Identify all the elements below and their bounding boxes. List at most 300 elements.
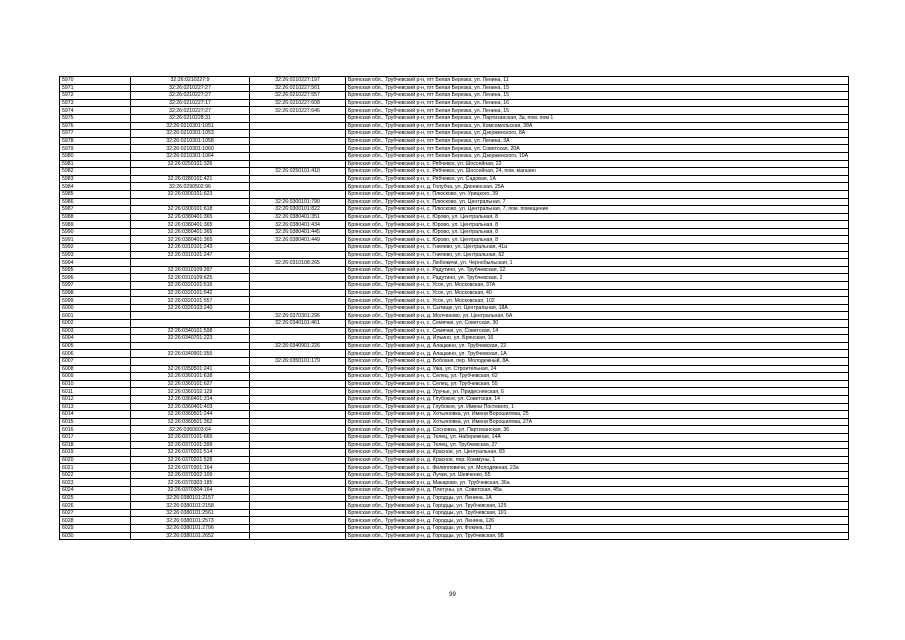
land-cadastral-cell: 32:26:0340101:598 [131,327,250,335]
building-cadastral-cell [250,122,346,130]
building-cadastral-cell: 32:26:0340101:461 [250,320,346,328]
building-cadastral-cell [250,175,346,183]
land-cadastral-cell: 32:26:0320101:542 [131,289,250,297]
building-cadastral-cell [250,327,346,335]
table-row [60,183,849,191]
land-cadastral-cell: 32:26:0380101:2652 [131,532,250,540]
land-cadastral-cell: 32:26:0380101:2573 [131,517,250,525]
building-cadastral-cell [250,190,346,198]
row-number-cell: 6002 [60,320,131,328]
address-cell: Брянская обл., Трубчевский р-н, с. Любожичи, ул. Чернобыльская, 1 [346,259,849,267]
address-cell: Брянская обл., Трубчевский р-н, пгт Белая Березка, ул. Ленина, 15 [346,107,849,115]
building-cadastral-cell [250,388,346,396]
building-cadastral-cell [250,532,346,540]
building-cadastral-cell [250,494,346,502]
land-cadastral-cell: 32:26:0380401:365 [131,221,250,229]
address-cell: Брянская обл., Трубчевский р-н, д. Городцы, ул. Ленина, 126 [346,517,849,525]
building-cadastral-cell [250,403,346,411]
building-cadastral-cell [250,183,346,191]
registry-table [59,76,849,540]
land-cadastral-cell: 32:26:0360101:627 [131,380,250,388]
table-row [60,84,849,92]
building-cadastral-cell [250,160,346,168]
table-row [60,479,849,487]
row-number-cell: 5994 [60,259,131,267]
table-row [60,122,849,130]
row-number-cell: 6023 [60,479,131,487]
row-number-cell: 5981 [60,160,131,168]
table-row [60,471,849,479]
address-cell: Брянская обл., Трубчевский р-н, с. Гнилево, ул. Центральная, 41а [346,244,849,252]
address-cell: Брянская обл., Трубчевский р-н, д. Молчаново, ул. Центральная, 6А [346,312,849,320]
land-cadastral-cell: 32:26:0360401:314 [131,395,250,403]
land-cadastral-cell: 32:26:0380101:2706 [131,525,250,533]
table-row [60,350,849,358]
land-cadastral-cell: 32:26:0210301:1051 [131,122,250,130]
table-row [60,77,849,85]
table-row [60,418,849,426]
building-cadastral-cell: 32:26:0210227:557 [250,92,346,100]
table-row [60,388,849,396]
land-cadastral-cell: 32:26:0310109:625 [131,274,250,282]
land-cadastral-cell: 32:26:0380101:2157 [131,494,250,502]
land-cadastral-cell: 32:26:0210228:31 [131,114,250,122]
building-cadastral-cell: 32:26:0300101:822 [250,206,346,214]
row-number-cell: 5978 [60,137,131,145]
row-number-cell: 6014 [60,411,131,419]
row-number-cell: 5982 [60,168,131,176]
table-row [60,441,849,449]
land-cadastral-cell: 32:26:0210227:27 [131,107,250,115]
address-cell: Брянская обл., Трубчевский р-н, д. Городцы, ул. Ленина, 1А [346,494,849,502]
land-cadastral-cell: 32:26:0290502:96 [131,183,250,191]
address-cell: Брянская обл., Трубчевский р-н, д. Макарово, ул. Трубчевская, 36а [346,479,849,487]
address-cell: Брянская обл., Трубчевский р-н, пгт Белая Березка, ул. Дзержинского, 10А [346,152,849,160]
building-cadastral-cell: 32:26:0380401:434 [250,221,346,229]
land-cadastral-cell: 32:26:0320103:240 [131,304,250,312]
land-cadastral-cell [131,357,250,365]
building-cadastral-cell [250,471,346,479]
land-cadastral-cell: 32:26:0380101:2158 [131,502,250,510]
land-cadastral-cell: 32:26:0210227:27 [131,84,250,92]
table-row [60,449,849,457]
building-cadastral-cell [250,456,346,464]
address-cell: Брянская обл., Трубчевский р-н, пгт Белая Березка, ул. Партизанская, 3а, пом. пом 1 [346,114,849,122]
address-cell: Брянская обл., Трубчевский р-н, пгт Белая Березка, ул. Дзержинского, 8А [346,130,849,138]
address-cell: Брянская обл., Трубчевский р-н, пгт Белая Березка, ул. Ленина, 11 [346,77,849,85]
row-number-cell: 5993 [60,251,131,259]
address-cell: Брянская обл., Трубчевский р-н, с. Юрово, ул. Центральная, 8 [346,221,849,229]
table-row [60,532,849,540]
building-cadastral-cell [250,274,346,282]
row-number-cell: 6004 [60,335,131,343]
land-cadastral-cell: 32:26:0210227:9 [131,77,250,85]
table-row [60,494,849,502]
building-cadastral-cell [250,373,346,381]
building-cadastral-cell [250,145,346,153]
land-cadastral-cell: 32:26:0370301:164 [131,464,250,472]
land-cadastral-cell: 32:26:0320101:557 [131,297,250,305]
land-cadastral-cell: 32:26:0370101:665 [131,433,250,441]
land-cadastral-cell: 32:26:0210301:1058 [131,137,250,145]
land-cadastral-cell: 32:26:0210301:1053 [131,130,250,138]
address-cell: Брянская обл., Трубчевский р-н, с. Юрово, ул. Центральная, 8 [346,228,849,236]
row-number-cell: 6012 [60,395,131,403]
row-number-cell: 5980 [60,152,131,160]
address-cell: Брянская обл., Трубчевский р-н, д. Хотьяновка, ул. Имени Ворошилова, 25 [346,411,849,419]
page-number: 99 [449,592,456,598]
address-cell: Брянская обл., Трубчевский р-н, д. Сосновка, ул. Партизанская, 36 [346,426,849,434]
row-number-cell: 5977 [60,130,131,138]
table-row [60,342,849,350]
table-row [60,236,849,244]
row-number-cell: 6010 [60,380,131,388]
address-cell: Брянская обл., Трубчевский р-н, с. Юрово, ул. Центральная, 8 [346,213,849,221]
address-cell: Брянская обл., Трубчевский р-н, д. Ужа, ул. Строительная, 24 [346,365,849,373]
building-cadastral-cell: 32:26:0380401:449 [250,236,346,244]
building-cadastral-cell: 32:26:0350101:179 [250,357,346,365]
table-row [60,327,849,335]
table-row [60,320,849,328]
building-cadastral-cell [250,335,346,343]
address-cell: Брянская обл., Трубчевский р-н, д. Лучки, ул. Шевченко, 55 [346,471,849,479]
table-row [60,456,849,464]
land-cadastral-cell: 32:26:0370303:185 [131,479,250,487]
row-number-cell: 6022 [60,471,131,479]
row-number-cell: 6027 [60,509,131,517]
table-row [60,168,849,176]
row-number-cell: 5999 [60,297,131,305]
building-cadastral-cell [250,395,346,403]
table-row [60,411,849,419]
land-cadastral-cell: 32:26:0380401:365 [131,213,250,221]
row-number-cell: 5975 [60,114,131,122]
building-cadastral-cell: 32:26:0250101:410 [250,168,346,176]
row-number-cell: 5976 [60,122,131,130]
address-cell: Брянская обл., Трубчевский р-н, д. Уручье, ул. Придеснянская, 6 [346,388,849,396]
building-cadastral-cell [250,464,346,472]
address-cell: Брянская обл., Трубчевский р-н, с. Плюсково, ул. Центральная, 7 [346,198,849,206]
row-number-cell: 6000 [60,304,131,312]
table-row [60,198,849,206]
row-number-cell: 5970 [60,77,131,85]
registry-table-body [60,77,849,540]
land-cadastral-cell: 32:26:0360101:638 [131,373,250,381]
row-number-cell: 5979 [60,145,131,153]
row-number-cell: 6001 [60,312,131,320]
table-row [60,487,849,495]
building-cadastral-cell [250,297,346,305]
land-cadastral-cell: 32:26:0340901:355 [131,350,250,358]
land-cadastral-cell: 32:26:0350501:241 [131,365,250,373]
row-number-cell: 5989 [60,221,131,229]
table-row [60,145,849,153]
address-cell: Брянская обл., Трубчевский р-н, д. Алацкино, ул. Трубчевская, 1А [346,350,849,358]
land-cadastral-cell: 32:26:0380101:2561 [131,509,250,517]
land-cadastral-cell: 32:26:0320101:516 [131,282,250,290]
table-row [60,517,849,525]
table-row [60,395,849,403]
address-cell: Брянская обл., Трубчевский р-н, с. Рябчевск, ул. Шоссейная, 22 [346,160,849,168]
table-row [60,114,849,122]
table-row [60,365,849,373]
table-row [60,380,849,388]
land-cadastral-cell: 32:26:0310109:397 [131,266,250,274]
row-number-cell: 5997 [60,282,131,290]
building-cadastral-cell: 32:26:0380401:351 [250,213,346,221]
row-number-cell: 5991 [60,236,131,244]
land-cadastral-cell [131,312,250,320]
address-cell: Брянская обл., Трубчевский р-н, с. Радутино, ул. Трубчевская, 2 [346,274,849,282]
row-number-cell: 6007 [60,357,131,365]
table-row [60,190,849,198]
address-cell: Брянская обл., Трубчевский р-н, с. Усох, ул. Московская, 37А [346,282,849,290]
land-cadastral-cell: 32:26:0250101:326 [131,160,250,168]
address-cell: Брянская обл., Трубчевский р-н, д. Бобовня, пер. Молодежный, 8А [346,357,849,365]
address-cell: Брянская обл., Трубчевский р-н, с. Семячки, ул. Советская, 14 [346,327,849,335]
land-cadastral-cell: 32:26:0370201:514 [131,449,250,457]
table-row [60,99,849,107]
table-row [60,464,849,472]
row-number-cell: 6021 [60,464,131,472]
land-cadastral-cell [131,342,250,350]
building-cadastral-cell [250,418,346,426]
land-cadastral-cell: 32:26:0210227:27 [131,92,250,100]
address-cell: Брянская обл., Трубчевский р-н, с. Семячки, ул. Советская, 30 [346,320,849,328]
address-cell: Брянская обл., Трубчевский р-н, д. Городцы, ул. Трубчевская, 125 [346,502,849,510]
building-cadastral-cell: 32:26:0300101:790 [250,198,346,206]
table-row [60,282,849,290]
table-row [60,130,849,138]
address-cell: Брянская обл., Трубчевский р-н, д. Красное, пер. Коммуны, 1 [346,456,849,464]
building-cadastral-cell [250,433,346,441]
building-cadastral-cell: 32:26:0210227:646 [250,107,346,115]
building-cadastral-cell [250,517,346,525]
row-number-cell: 6003 [60,327,131,335]
address-cell: Брянская обл., Трубчевский р-н, пгт Белая Березка, ул. Советская, 20А [346,145,849,153]
table-row [60,312,849,320]
address-cell: Брянская обл., Трубчевский р-н, с. Юрово, ул. Центральная, 8 [346,236,849,244]
row-number-cell: 5992 [60,244,131,252]
building-cadastral-cell [250,289,346,297]
row-number-cell: 5973 [60,99,131,107]
building-cadastral-cell: 32:26:0210227:608 [250,99,346,107]
address-cell: Брянская обл., Трубчевский р-н, с. Селец, ул. Трубчевская, 62 [346,373,849,381]
table-row [60,266,849,274]
table-row [60,251,849,259]
land-cadastral-cell: 32:26:0310101:243 [131,244,250,252]
address-cell: Брянская обл., Трубчевский р-н, с. Плюсково, ул. Урицкого, 39 [346,190,849,198]
land-cadastral-cell: 32:26:0370101:399 [131,441,250,449]
table-row [60,297,849,305]
row-number-cell: 6020 [60,456,131,464]
land-cadastral-cell: 32:26:0370201:528 [131,456,250,464]
land-cadastral-cell: 32:26:0380401:365 [131,236,250,244]
row-number-cell: 5971 [60,84,131,92]
address-cell: Брянская обл., Трубчевский р-н, с. Плюсково, ул. Центральная, 7, пом. помещение [346,206,849,214]
building-cadastral-cell [250,365,346,373]
address-cell: Брянская обл., Трубчевский р-н, д. Телец, ул. Трубчевская, 27 [346,441,849,449]
row-number-cell: 5983 [60,175,131,183]
building-cadastral-cell: 32:26:0210227:197 [250,77,346,85]
address-cell: Брянская обл., Трубчевский р-н, д. Голубча, ул. Дионинская, 25А [346,183,849,191]
land-cadastral-cell: 32:26:0210227:17 [131,99,250,107]
row-number-cell: 5972 [60,92,131,100]
table-row [60,92,849,100]
row-number-cell: 6028 [60,517,131,525]
building-cadastral-cell [250,114,346,122]
building-cadastral-cell [250,152,346,160]
row-number-cell: 5974 [60,107,131,115]
row-number-cell: 6026 [60,502,131,510]
address-cell: Брянская обл., Трубчевский р-н, д. Ильино, ул. Брянская, 16 [346,335,849,343]
table-row [60,304,849,312]
table-row [60,509,849,517]
row-number-cell: 6017 [60,433,131,441]
land-cadastral-cell: 32:26:0370302:109 [131,471,250,479]
table-row [60,244,849,252]
address-cell: Брянская обл., Трубчевский р-н, с. Радутино, ул. Трубчевская, 12 [346,266,849,274]
building-cadastral-cell [250,479,346,487]
row-number-cell: 5996 [60,274,131,282]
land-cadastral-cell [131,198,250,206]
row-number-cell: 6016 [60,426,131,434]
address-cell: Брянская обл., Трубчевский р-н, д. Глубокое, ул. Советская, 14 [346,395,849,403]
address-cell: Брянская обл., Трубчевский р-н, с. Рябчевск, ул. Садовая, 1А [346,175,849,183]
row-number-cell: 6025 [60,494,131,502]
table-row [60,213,849,221]
row-number-cell: 5995 [60,266,131,274]
table-row [60,502,849,510]
row-number-cell: 5985 [60,190,131,198]
table-row [60,289,849,297]
land-cadastral-cell: 32:26:0300101:623 [131,190,250,198]
land-cadastral-cell: 32:26:0310101:247 [131,251,250,259]
address-cell: Брянская обл., Трубчевский р-н, д. Алацкино, ул. Трубчевская, 22 [346,342,849,350]
land-cadastral-cell: 32:26:0340701:223 [131,335,250,343]
address-cell: Брянская обл., Трубчевский р-н, д. Глубокое, ул. Имени Постевого, 1 [346,403,849,411]
row-number-cell: 5987 [60,206,131,214]
land-cadastral-cell: 32:26:0360501:244 [131,411,250,419]
building-cadastral-cell [250,441,346,449]
table-row [60,259,849,267]
table-row [60,107,849,115]
address-cell: Брянская обл., Трубчевский р-н, пгт Белая Березка, ул. Ленина, 15 [346,92,849,100]
address-cell: Брянская обл., Трубчевский р-н, пгт Белая Березка, ул. Комсомольская, 38А [346,122,849,130]
address-cell: Брянская обл., Трубчевский р-н, д. Хотьяновка, ул. Имени Ворошилова, 27А [346,418,849,426]
address-cell: Брянская обл., Трубчевский р-н, д. Городцы, ул. Трубчевская, 101 [346,509,849,517]
address-cell: Брянская обл., Трубчевский р-н, д. Красное, ул. Центральная, 83 [346,449,849,457]
address-cell: Брянская обл., Трубчевский р-н, с. Гнилево, ул. Центральная, 62 [346,251,849,259]
building-cadastral-cell [250,426,346,434]
row-number-cell: 6029 [60,525,131,533]
address-cell: Брянская обл., Трубчевский р-н, п. Сытище, ул. Центральная, 18А [346,304,849,312]
address-cell: Брянская обл., Трубчевский р-н, пгт Белая Березка, ул. Ленина, 3А [346,137,849,145]
land-cadastral-cell: 32:26:0360603:64 [131,426,250,434]
address-cell: Брянская обл., Трубчевский р-н, с. Усох, ул. Московская, 102 [346,297,849,305]
address-cell: Брянская обл., Трубчевский р-н, с. Филипповичи, ул. Молодежная, 23а [346,464,849,472]
table-row [60,373,849,381]
row-number-cell: 6008 [60,365,131,373]
address-cell: Брянская обл., Трубчевский р-н, с. Усох, ул. Московская, 40 [346,289,849,297]
table-row [60,274,849,282]
address-cell: Брянская обл., Трубчевский р-н, с. Рябчевск, ул. Шоссейная, 24, пом. магазин [346,168,849,176]
table-row [60,335,849,343]
building-cadastral-cell [250,304,346,312]
building-cadastral-cell [250,350,346,358]
row-number-cell: 6009 [60,373,131,381]
address-cell: Брянская обл., Трубчевский р-н, д. Городцы, ул. Фокина, 13 [346,525,849,533]
table-row [60,426,849,434]
table-row [60,221,849,229]
building-cadastral-cell: 32:26:0370301:296 [250,312,346,320]
land-cadastral-cell [131,320,250,328]
row-number-cell: 6011 [60,388,131,396]
row-number-cell: 5986 [60,198,131,206]
land-cadastral-cell: 32:26:0380401:365 [131,228,250,236]
table-row [60,525,849,533]
building-cadastral-cell [250,449,346,457]
building-cadastral-cell [250,130,346,138]
address-cell: Брянская обл., Трубчевский р-н, пгт Белая Березка, ул. Ленина, 15 [346,84,849,92]
row-number-cell: 5988 [60,213,131,221]
row-number-cell: 6015 [60,418,131,426]
building-cadastral-cell [250,525,346,533]
row-number-cell: 5998 [60,289,131,297]
table-row [60,357,849,365]
row-number-cell: 6018 [60,441,131,449]
building-cadastral-cell [250,487,346,495]
land-cadastral-cell: 32:26:0210301:1060 [131,145,250,153]
row-number-cell: 6013 [60,403,131,411]
address-cell: Брянская обл., Трубчевский р-н, д. Плетуны, ул. Советская, 45а [346,487,849,495]
table-row [60,206,849,214]
building-cadastral-cell: 32:26:0380401:445 [250,228,346,236]
land-cadastral-cell: 32:26:0370304:164 [131,487,250,495]
land-cadastral-cell [131,259,250,267]
row-number-cell: 6019 [60,449,131,457]
address-cell: Брянская обл., Трубчевский р-н, д. Телец, ул. Набережная, 14А [346,433,849,441]
building-cadastral-cell [250,266,346,274]
table-row [60,433,849,441]
table-row [60,137,849,145]
land-cadastral-cell: 32:26:0210301:1064 [131,152,250,160]
table-row [60,152,849,160]
building-cadastral-cell: 32:26:0340901:226 [250,342,346,350]
row-number-cell: 5984 [60,183,131,191]
building-cadastral-cell [250,411,346,419]
address-cell: Брянская обл., Трубчевский р-н, д. Городцы, ул. Трубчевская, 9Б [346,532,849,540]
row-number-cell: 5990 [60,228,131,236]
table-row [60,160,849,168]
table-row [60,228,849,236]
row-number-cell: 6024 [60,487,131,495]
building-cadastral-cell [250,251,346,259]
address-cell: Брянская обл., Трубчевский р-н, пгт Белая Березка, ул. Ленина, 16 [346,99,849,107]
land-cadastral-cell: 32:26:0300101:618 [131,206,250,214]
building-cadastral-cell [250,282,346,290]
table-row [60,403,849,411]
building-cadastral-cell: 32:26:0310108:265 [250,259,346,267]
building-cadastral-cell: 32:26:0210227:561 [250,84,346,92]
row-number-cell: 6005 [60,342,131,350]
table-row [60,175,849,183]
building-cadastral-cell [250,502,346,510]
building-cadastral-cell [250,509,346,517]
row-number-cell: 6006 [60,350,131,358]
land-cadastral-cell [131,168,250,176]
land-cadastral-cell: 32:26:0360501:362 [131,418,250,426]
